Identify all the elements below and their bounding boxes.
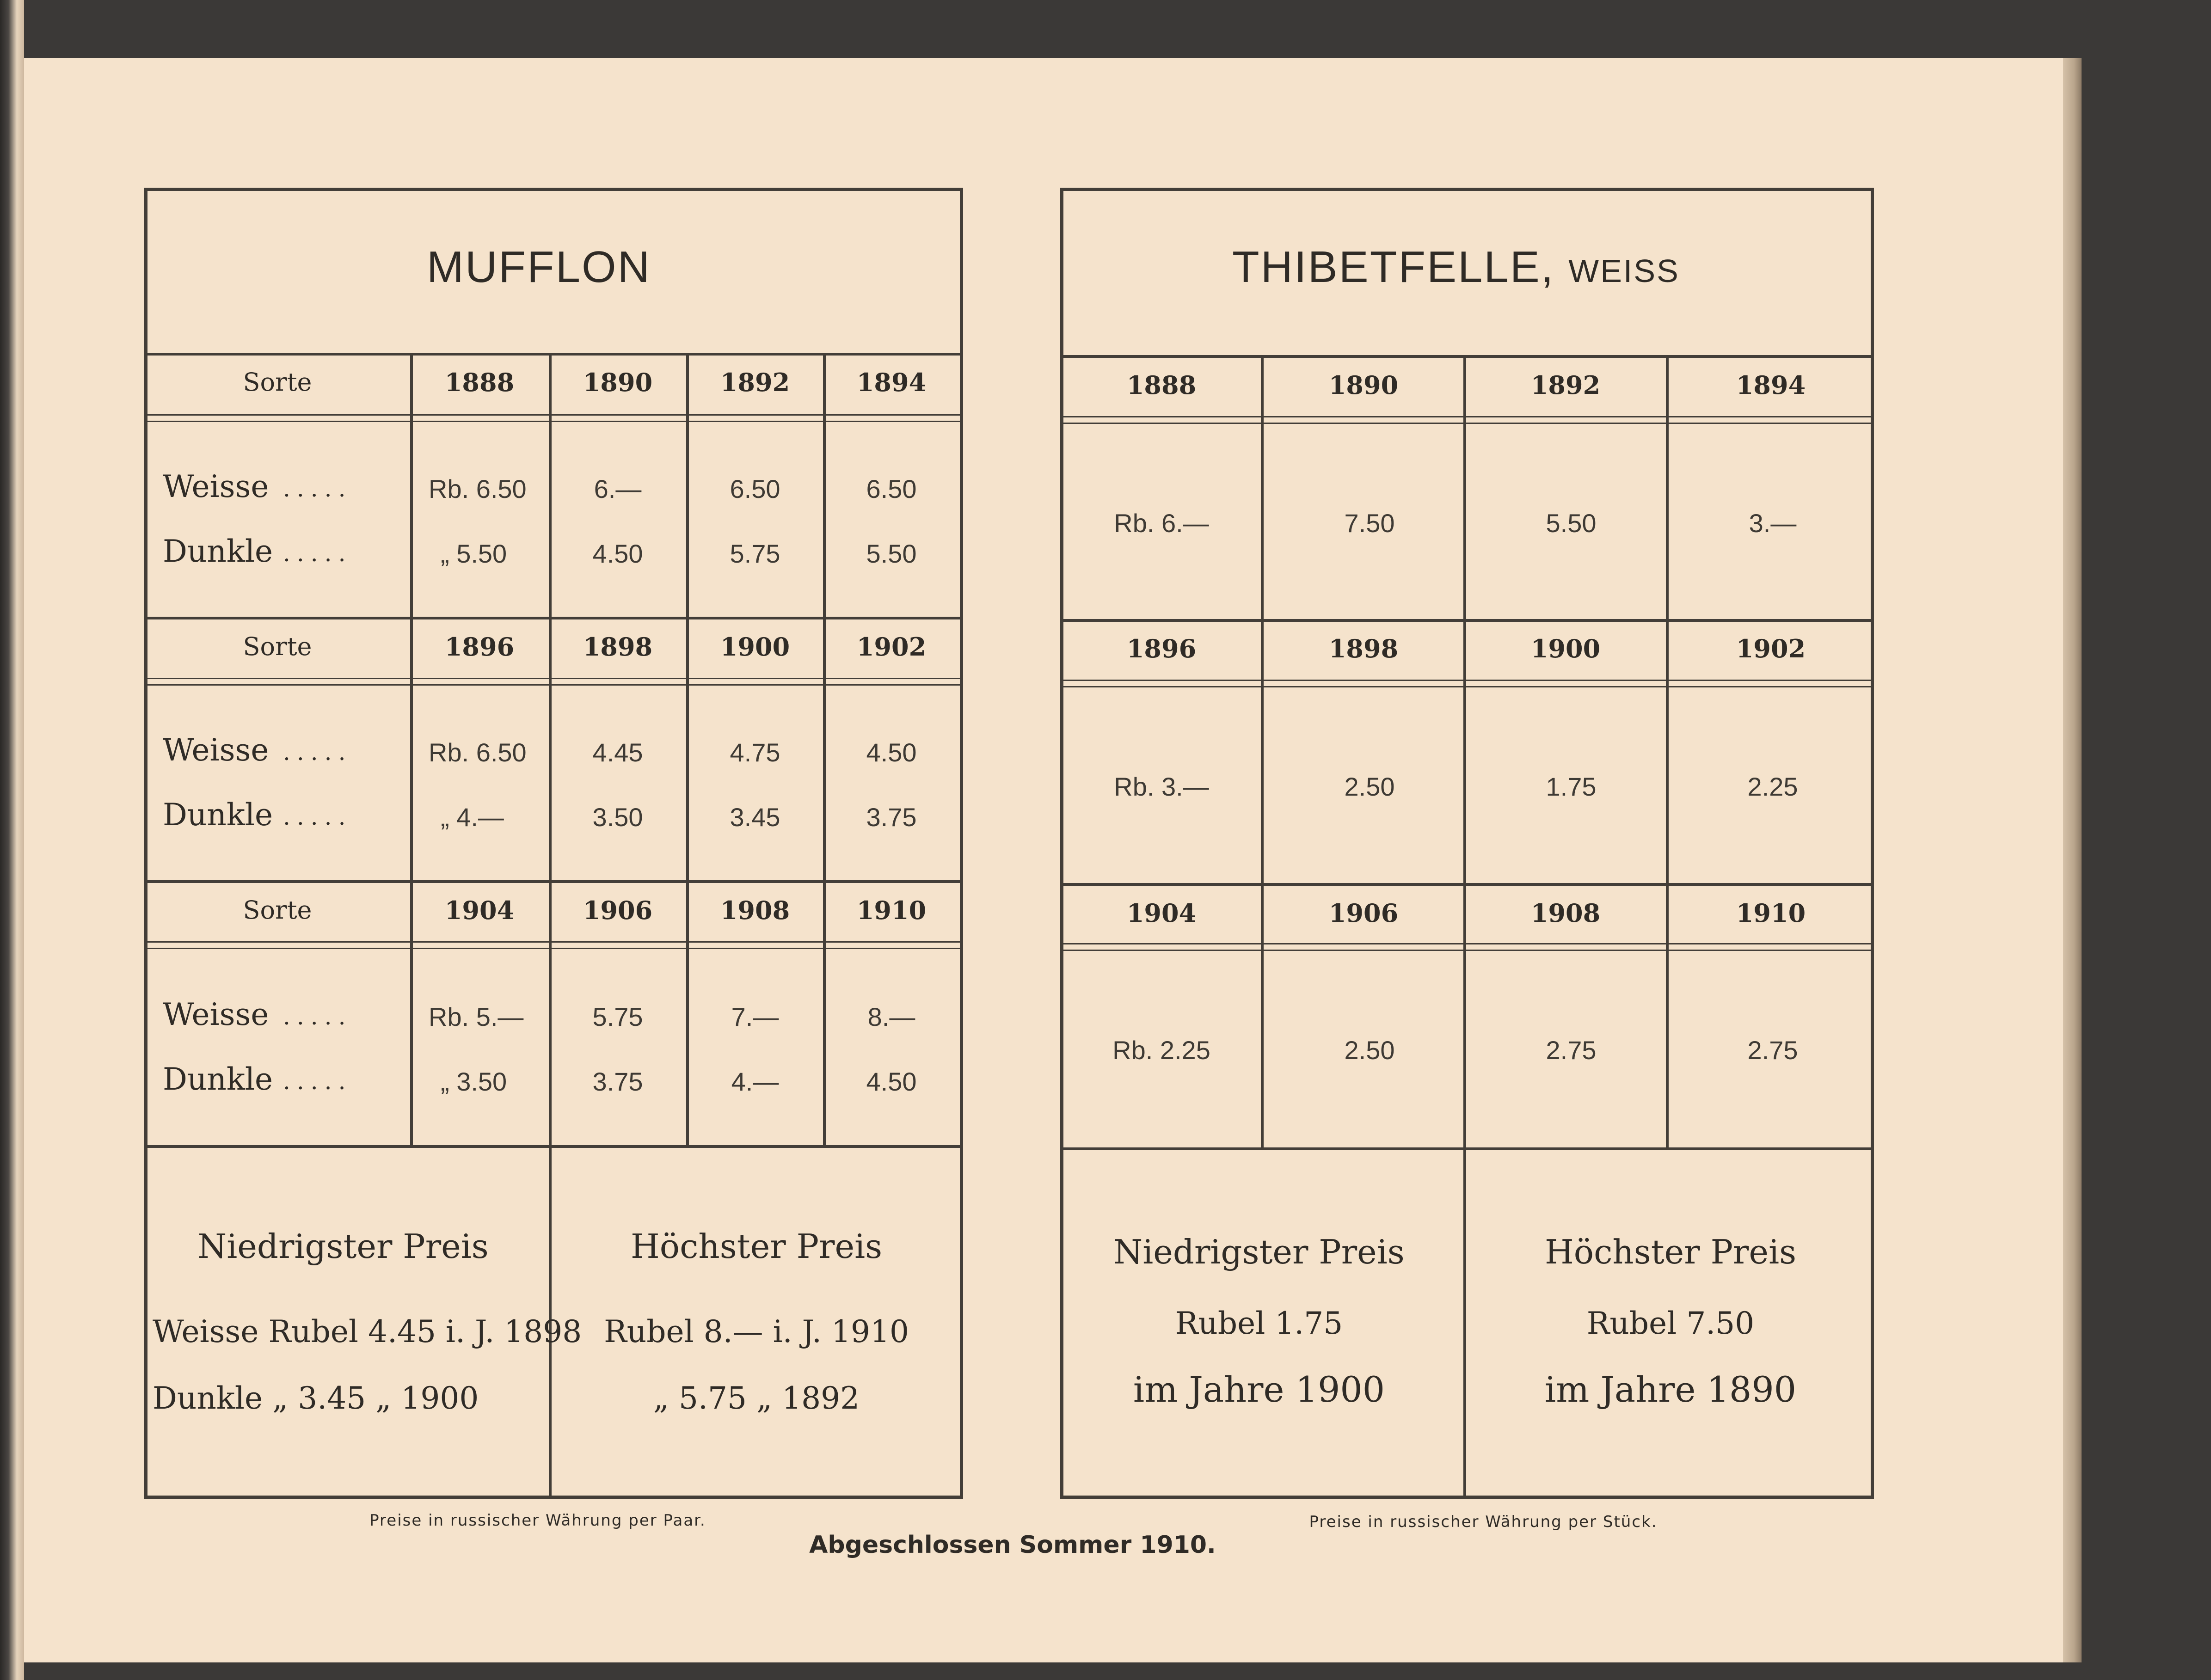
price-cell: 4.45 [592, 738, 643, 767]
mufflon-footnote: Preise in russischer Währung per Paar. [369, 1511, 706, 1530]
thibet-rule [1060, 943, 1874, 944]
mufflon-col-rule [410, 353, 413, 1148]
year-header: 1888 [1126, 370, 1197, 400]
row-label-dunkle: Dunkle [163, 533, 273, 569]
price-cell: 2.75 [1747, 1036, 1798, 1065]
highest-price-value: Rubel 7.50 [1586, 1306, 1755, 1341]
price-cell: 2.50 [1344, 1036, 1395, 1065]
price-cell: 4.50 [866, 738, 917, 767]
year-header: 1890 [1328, 370, 1399, 400]
leader-dots: ..... [283, 1003, 352, 1030]
price-cell: Rb. 3.— [1114, 772, 1209, 801]
thibet-rule [1060, 619, 1874, 622]
leader-dots: ..... [283, 739, 352, 766]
price-cell: 3.75 [592, 1067, 643, 1096]
lowest-price-weisse: Weisse Rubel 4.45 i. J. 1898 [153, 1314, 582, 1349]
price-cell: Rb. 6.— [1114, 509, 1209, 538]
year-header: 1904 [444, 895, 515, 925]
highest-price-heading: Höchster Preis [630, 1227, 883, 1266]
mufflon-rule [144, 941, 963, 943]
leader-dots: ..... [283, 475, 352, 502]
highest-price-weisse: Rubel 8.— i. J. 1910 [604, 1314, 909, 1349]
price-cell: 3.45 [730, 803, 780, 832]
price-cell: „ 5.50 [441, 539, 507, 568]
price-cell: 6.— [594, 474, 642, 503]
leader-dots: ..... [283, 803, 352, 830]
year-header: 1898 [583, 632, 653, 662]
mufflon-sorte-header: Sorte [243, 632, 312, 661]
year-header: 1902 [1736, 634, 1806, 663]
price-cell: 6.50 [866, 474, 917, 503]
year-header: 1896 [444, 632, 515, 662]
year-header: 1898 [1328, 634, 1399, 663]
thibet-footnote: Preise in russischer Währung per Stück. [1309, 1513, 1658, 1531]
mufflon-rule [144, 617, 963, 619]
mufflon-rule [144, 684, 963, 686]
price-cell: 4.50 [866, 1067, 917, 1096]
lowest-price-heading: Niedrigster Preis [197, 1227, 489, 1266]
year-header: 1902 [856, 632, 927, 662]
year-header: 1908 [720, 895, 790, 925]
year-header: 1890 [583, 368, 653, 397]
price-cell: 6.50 [730, 474, 780, 503]
thibet-rule [1060, 950, 1874, 951]
mufflon-rule [144, 414, 963, 416]
mufflon-rule [144, 880, 963, 883]
thibet-rule [1060, 423, 1874, 424]
mufflon-sorte-header: Sorte [243, 368, 312, 397]
price-cell: 2.50 [1344, 772, 1395, 801]
price-cell: 5.50 [1546, 509, 1597, 538]
price-cell: 4.75 [730, 738, 780, 767]
lowest-price-year: im Jahre 1900 [1133, 1369, 1385, 1410]
mufflon-rule [144, 421, 963, 422]
price-cell: 7.50 [1344, 509, 1395, 538]
mufflon-sorte-header: Sorte [243, 895, 312, 925]
price-cell: Rb. 5.— [429, 1002, 524, 1031]
price-cell: 4.— [731, 1067, 779, 1096]
mufflon-rule [144, 948, 963, 949]
thibet-rule [1060, 883, 1874, 886]
highest-price-heading: Höchster Preis [1544, 1232, 1797, 1271]
thibet-title-main: THIBETFELLE, [1232, 242, 1555, 292]
year-header: 1906 [583, 895, 653, 925]
lowest-price-heading: Niedrigster Preis [1113, 1232, 1405, 1271]
year-header: 1900 [1530, 634, 1601, 663]
row-label-dunkle: Dunkle [163, 1061, 273, 1097]
row-label-dunkle: Dunkle [163, 797, 273, 833]
price-cell: 4.50 [592, 539, 643, 568]
year-header: 1908 [1530, 898, 1601, 928]
year-header: 1904 [1126, 898, 1197, 928]
year-header: 1910 [856, 895, 927, 925]
book-spine-left [0, 0, 24, 1680]
year-header: 1900 [720, 632, 790, 662]
highest-price-year: im Jahre 1890 [1544, 1369, 1797, 1410]
price-cell: 2.25 [1747, 772, 1798, 801]
mufflon-rule [144, 678, 963, 679]
thibet-rule [1060, 680, 1874, 681]
leader-dots: ..... [283, 1068, 352, 1095]
thibet-title-sub: WEISS [1568, 253, 1680, 289]
thibet-rule [1060, 355, 1874, 358]
price-cell: Rb. 6.50 [429, 738, 527, 767]
price-cell: 5.75 [592, 1002, 643, 1031]
mufflon-rule [144, 353, 963, 356]
price-cell: 2.75 [1546, 1036, 1597, 1065]
price-cell: 5.50 [866, 539, 917, 568]
thibet-rule [1060, 686, 1874, 687]
leader-dots: ..... [283, 540, 352, 567]
closing-note: Abgeschlossen Sommer 1910. [809, 1531, 1216, 1559]
thibet-col-rule [1666, 355, 1669, 1149]
price-cell: 7.— [731, 1002, 779, 1031]
row-label-weisse: Weisse [163, 997, 269, 1032]
page-edge-right [2063, 58, 2082, 1662]
row-label-weisse: Weisse [163, 732, 269, 768]
price-cell: 8.— [867, 1002, 915, 1031]
thibet-col-rule [1463, 355, 1466, 1497]
price-cell: „ 4.— [441, 803, 504, 832]
price-cell: „ 3.50 [441, 1067, 507, 1096]
year-header: 1894 [856, 368, 927, 397]
thibet-title [1232, 242, 1680, 292]
price-cell: 1.75 [1546, 772, 1597, 801]
price-cell: Rb. 2.25 [1112, 1036, 1210, 1065]
year-header: 1910 [1736, 898, 1806, 928]
price-cell: 5.75 [730, 539, 780, 568]
lowest-price-value: Rubel 1.75 [1175, 1306, 1343, 1341]
price-cell: 3.75 [866, 803, 917, 832]
mufflon-col-rule [686, 353, 689, 1148]
year-header: 1906 [1328, 898, 1399, 928]
year-header: 1892 [720, 368, 790, 397]
year-header: 1892 [1530, 370, 1601, 400]
row-label-weisse: Weisse [163, 469, 269, 504]
mufflon-rule [144, 1145, 963, 1148]
thibet-col-rule [1261, 355, 1264, 1149]
thibet-rule [1060, 416, 1874, 417]
price-cell: Rb. 6.50 [429, 474, 527, 503]
price-cell: 3.50 [592, 803, 643, 832]
price-cell: 3.— [1749, 509, 1797, 538]
highest-price-dunkle: „ 5.75 „ 1892 [653, 1380, 860, 1416]
mufflon-col-rule [823, 353, 826, 1148]
lowest-price-dunkle: Dunkle „ 3.45 „ 1900 [153, 1380, 479, 1416]
mufflon-title: MUFFLON [427, 242, 651, 292]
year-header: 1894 [1736, 370, 1806, 400]
thibet-rule [1060, 1147, 1874, 1150]
year-header: 1896 [1126, 634, 1197, 663]
year-header: 1888 [444, 368, 515, 397]
